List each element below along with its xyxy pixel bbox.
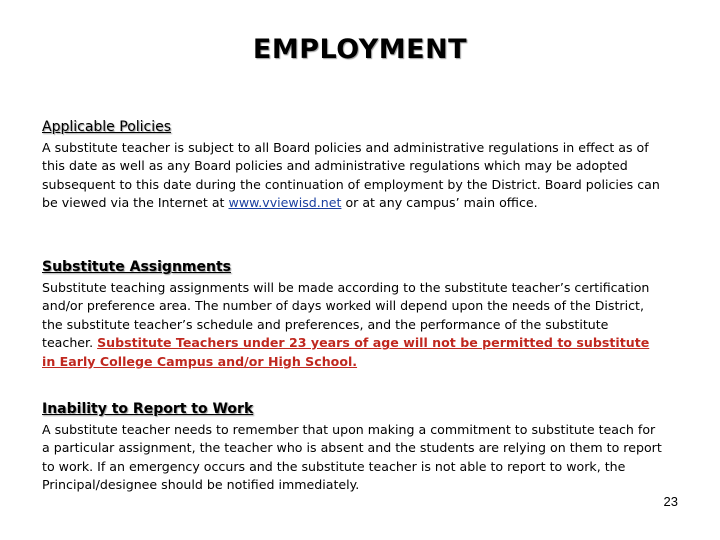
applicable-policies-text: A substitute teacher is subject to all Board policies and administrative regulations in effect as of this date as well as any Board policies and administrative regulations which may be adopted subsequent to this date during the continuation of employment by the District. Board policies can be viewed via the Internet at: [42, 140, 660, 211]
section-substitute-assignments: [42, 256, 662, 371]
age-restriction-warning: Substitute Teachers under 23 years of age will not be permitted to substitute in Early College Campus and/or High School.: [42, 335, 650, 369]
applicable-policies-text-end: or at any campus’ main office.: [341, 195, 538, 211]
substitute-assignments-text: Substitute teaching assignments will be made according to the substitute teacher’s certification and/or preference area. The number of days worked will depend upon the needs of the District, the substitute teacher’s schedule and preferences, and the performance of the substitute teacher.: [42, 280, 650, 351]
inability-to-report-paragraph: A substitute teacher needs to remember that upon making a commitment to substitute teach for a particular assignment, the teacher who is absent and the students are relying on them to report to work. If an emergency occurs and the substitute teacher is not able to report to work, the Principal/designee should be notified immediately.: [42, 422, 662, 493]
substitute-assignments-paragraph: [42, 279, 662, 371]
section-heading-inability-to-report: Inability to Report to Work: [42, 401, 254, 417]
section-applicable-policies: [42, 116, 662, 213]
district-website-link[interactable]: www.vviewisd.net: [228, 195, 342, 211]
applicable-policies-paragraph: [42, 139, 662, 213]
section-heading-applicable-policies: Applicable Policies: [42, 119, 172, 135]
page-title: EMPLOYMENT: [252, 34, 468, 65]
section-heading-substitute-assignments: Substitute Assignments: [42, 259, 231, 275]
section-inability-to-report: [42, 398, 662, 495]
page-number: 23: [663, 494, 678, 509]
